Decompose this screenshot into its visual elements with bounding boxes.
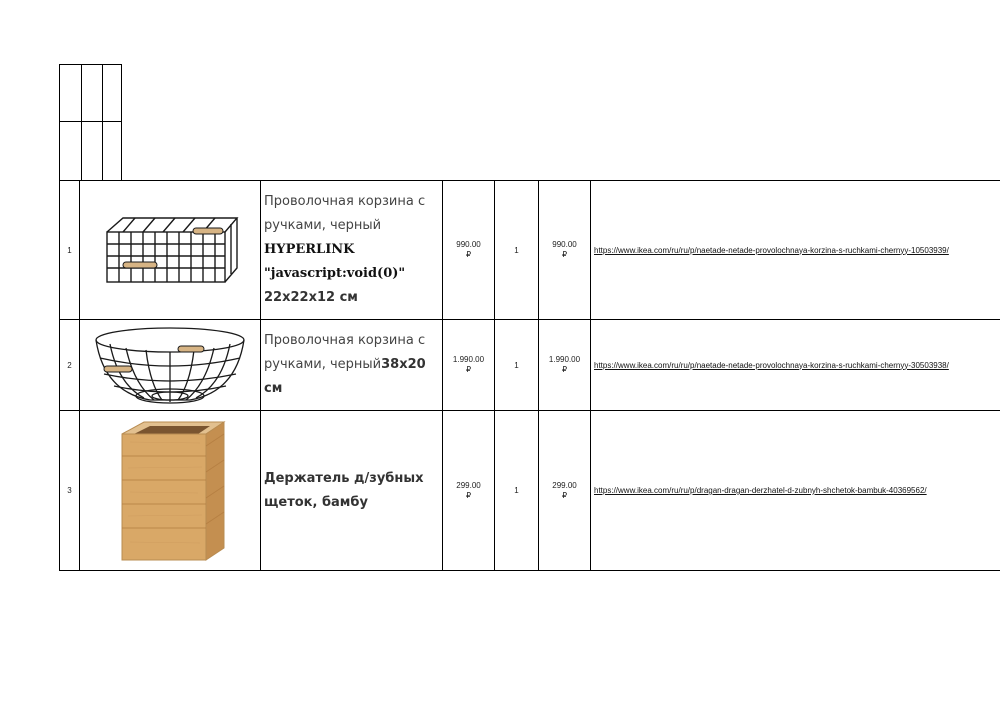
price: 1.990.00: [452, 355, 485, 364]
currency: ₽: [465, 490, 472, 500]
quantity: 1: [495, 411, 539, 571]
product-image: [80, 181, 261, 320]
bamboo-holder-icon: [110, 416, 230, 566]
product-name-text: Держатель д/зубных щеток, бамбу: [264, 470, 424, 510]
total-cell: [539, 181, 591, 320]
currency: ₽: [465, 365, 472, 374]
header-cell: [59, 64, 82, 122]
header-cell: [59, 121, 82, 181]
order-table: [59, 180, 1000, 571]
product-image: [80, 411, 261, 571]
total: 990.00: [552, 240, 577, 249]
total: 1.990.00: [548, 355, 581, 364]
product-name: [261, 411, 443, 571]
product-image: [80, 320, 261, 411]
quantity: 1: [495, 181, 539, 320]
square-wire-basket-icon: [95, 210, 245, 290]
header-cell: [102, 121, 122, 181]
product-name-text: Проволочная корзина с ручками, черный: [264, 194, 426, 233]
round-wire-basket-icon: [90, 322, 250, 408]
product-size: 22x22x12 см: [264, 290, 358, 305]
product-link[interactable]: https://www.ikea.com/ru/ru/p/naetade-netade-provolochnaya-korzina-s-ruchkami-chernyy-10503939/: [594, 245, 949, 255]
total-cell: [539, 411, 591, 571]
currency: ₽: [561, 490, 568, 500]
price-cell: [443, 320, 495, 411]
quantity: 1: [495, 320, 539, 411]
currency: ₽: [561, 250, 568, 259]
total: 299.00: [552, 480, 577, 490]
currency: ₽: [561, 365, 568, 374]
row-number: 3: [60, 411, 80, 571]
row-number: 1: [60, 181, 80, 320]
field-code-text: HYPERLINK "javascript:void(0)": [264, 242, 406, 281]
header-cell: [81, 121, 103, 181]
header-cell: [102, 64, 122, 122]
table-row: [60, 320, 1000, 411]
product-name: [261, 320, 443, 411]
header-cell: [81, 64, 103, 122]
price-cell: [443, 411, 495, 571]
table-row: [60, 181, 1000, 320]
price: 990.00: [456, 240, 481, 249]
table-row: [60, 411, 1000, 571]
link-cell: [591, 320, 1000, 411]
link-cell: [591, 411, 1000, 571]
link-cell: [591, 181, 1000, 320]
row-number: 2: [60, 320, 80, 411]
product-size: 38x20 см: [264, 357, 426, 396]
product-name-text: Проволочная корзина с ручками, черный: [264, 333, 426, 372]
total-cell: [539, 320, 591, 411]
currency: ₽: [465, 250, 472, 259]
price-cell: [443, 181, 495, 320]
product-link[interactable]: https://www.ikea.com/ru/ru/p/dragan-dragan-derzhatel-d-zubnyh-shchetok-bambuk-40369562/: [594, 486, 927, 495]
product-link[interactable]: https://www.ikea.com/ru/ru/p/naetade-netade-provolochnaya-korzina-s-ruchkami-chernyy-30503938/: [594, 360, 949, 370]
product-name: [261, 181, 443, 320]
price: 299.00: [456, 480, 481, 490]
